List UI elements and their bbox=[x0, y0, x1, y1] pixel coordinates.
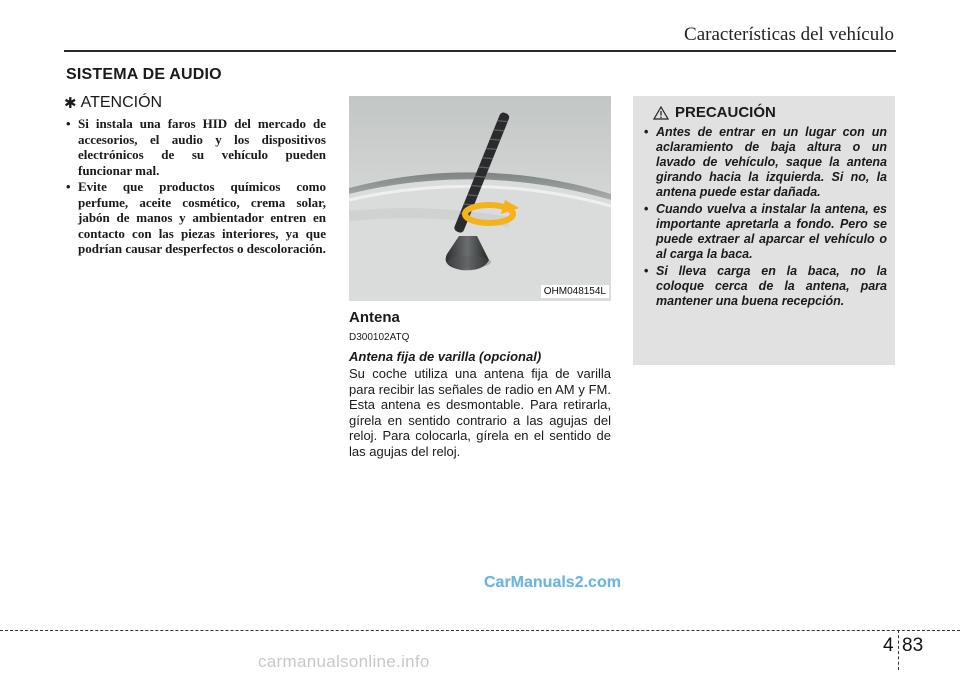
antenna-block bbox=[349, 96, 611, 459]
chapter-number: 4 bbox=[883, 635, 894, 656]
attention-heading bbox=[64, 94, 326, 112]
figure-label: OHM048154L bbox=[541, 285, 609, 298]
caution-item: • Cuando vuelva a instalar la antena, es importante apretarla a fondo. Pero se puede extraer al aparcar el vehículo o al carga la baca. bbox=[643, 202, 887, 262]
attention-item: • Si instala una faros HID del mercado de accesorios, el audio y los dispositivos electrónicos de su vehículo pueden funcionar mal. bbox=[64, 116, 326, 178]
attention-item: • Evite que productos químicos como perfume, aceite cosmético, crema solar, jabón de manos y ambientador entren en contacto con las piezas interiores, ya que podrían causar desperfectos o descoloración. bbox=[64, 179, 326, 257]
bottom-watermark: carmanualsonline.info bbox=[258, 652, 430, 671]
asterisk-icon: ✱ bbox=[64, 95, 77, 112]
antenna-illustration bbox=[349, 96, 611, 301]
watermark-link[interactable]: CarManuals2.com bbox=[484, 574, 621, 591]
antenna-subtitle: Antena fija de varilla (opcional) bbox=[349, 349, 542, 364]
antenna-code: D300102ATQ bbox=[349, 332, 410, 343]
caution-heading bbox=[653, 104, 887, 121]
page-number: 83 bbox=[902, 635, 924, 656]
footer-divider bbox=[0, 630, 960, 631]
caution-list bbox=[643, 125, 887, 309]
section-title: SISTEMA DE AUDIO bbox=[66, 66, 222, 83]
caution-title: PRECAUCIÓN bbox=[675, 104, 776, 121]
header-title: Características del vehículo bbox=[684, 24, 894, 45]
caution-item: • Si lleva carga en la baca, no la coloque cerca de la antena, para mantener una buena recepción. bbox=[643, 264, 887, 309]
antenna-body: Su coche utiliza una antena fija de varilla para recibir las señales de radio en AM y FM. Esta antena es desmontable. Para retirarla, gírela en sentido contrario a las agujas del reloj. Para colocarla, gírela en el sentido de las agujas del reloj. bbox=[349, 366, 611, 459]
warning-triangle-icon bbox=[653, 106, 669, 120]
antenna-figure bbox=[349, 96, 611, 301]
attention-list bbox=[64, 116, 326, 257]
caution-box bbox=[633, 96, 895, 365]
page-separator bbox=[898, 630, 899, 670]
caution-item: • Antes de entrar en un lugar con un aclaramiento de baja altura o un lavado de vehículo, saque la antena girando hacia la izquierda. Si no, la antena puede estar dañada. bbox=[643, 125, 887, 200]
attention-title: ATENCIÓN bbox=[80, 94, 163, 111]
antenna-title: Antena bbox=[349, 309, 400, 326]
header-divider bbox=[64, 50, 896, 52]
attention-block bbox=[64, 94, 326, 258]
